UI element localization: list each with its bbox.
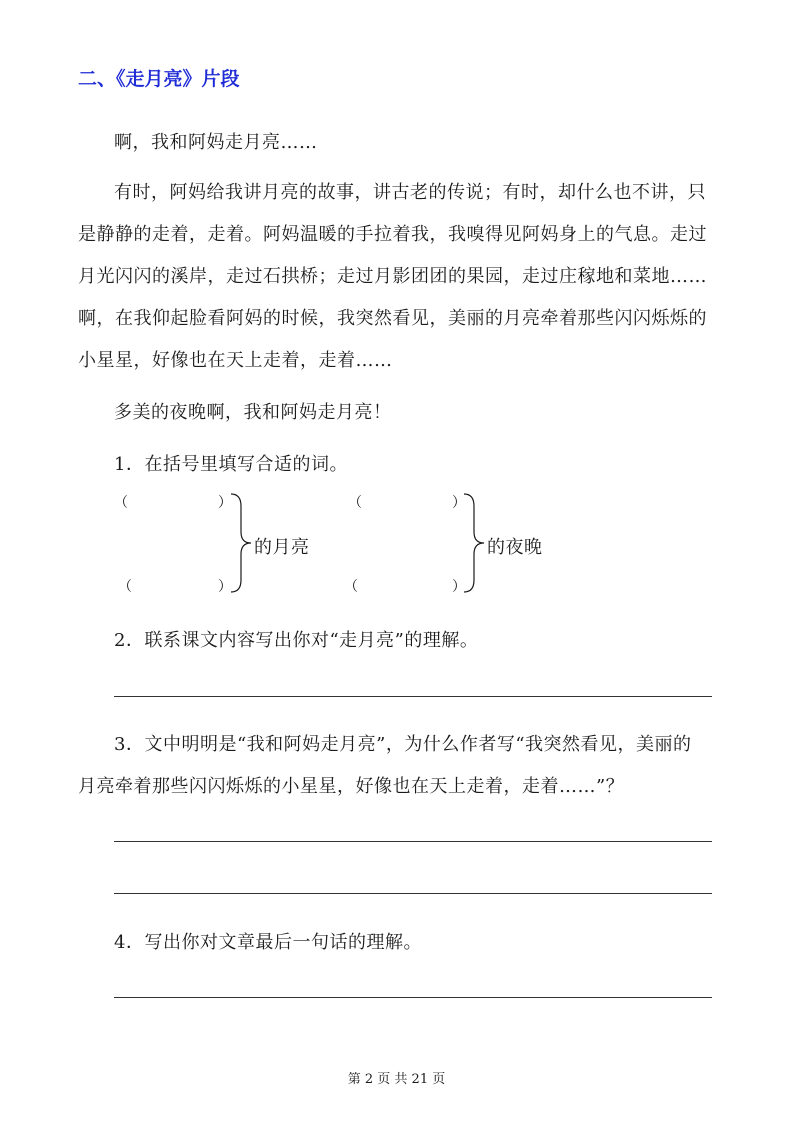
passage-line-5: 啊，在我仰起脸看阿妈的时候，我突然看见，美丽的月亮牵着那些闪闪烁烁的: [78, 308, 707, 329]
passage-line-6: 小星星，好像也在天上走着，走着……: [78, 350, 393, 371]
question-3-line-2: 月亮牵着那些闪闪烁烁的小星星，好像也在天上走着，走着……”？: [78, 776, 625, 797]
blank-b1-close: ）: [452, 495, 466, 511]
passage-line-4: 月光闪闪的溪岸，走过石拱桥；走过月影团团的果园，走过庄稼地和菜地……: [78, 266, 707, 287]
brace-b: [462, 492, 486, 594]
blank-a1-close: ）: [218, 495, 232, 511]
passage-line-1: 啊，我和阿妈走月亮……: [114, 132, 318, 153]
question-4: 4．写出你对文章最后一句话的理解。: [114, 932, 422, 953]
answer-line-q2[interactable]: [114, 696, 712, 697]
answer-line-q4[interactable]: [114, 997, 712, 998]
blank-a2-open: （: [118, 579, 132, 595]
brace-a: [229, 492, 253, 594]
answer-line-q3-b[interactable]: [114, 893, 712, 894]
passage-line-2: 有时，阿妈给我讲月亮的故事，讲古老的传说；有时，却什么也不讲，只: [114, 182, 706, 203]
label-moon: 的月亮: [254, 537, 310, 558]
label-night: 的夜晚: [487, 537, 543, 558]
question-3-line-1: 3．文中明明是“我和阿妈走月亮”，为什么作者写“我突然看见，美丽的: [114, 734, 692, 755]
answer-line-q3-a[interactable]: [114, 841, 712, 842]
blank-a1-open: （: [114, 495, 128, 511]
blank-a2-close: ）: [218, 579, 232, 595]
passage-line-7: 多美的夜晚啊，我和阿妈走月亮！: [114, 402, 392, 423]
page-footer: 第 2 页 共 21 页: [347, 1072, 446, 1087]
question-1: 1．在括号里填写合适的词。: [114, 454, 348, 475]
question-2: 2．联系课文内容写出你对“走月亮”的理解。: [114, 630, 479, 651]
blank-b2-close: ）: [452, 579, 466, 595]
blank-b1-open: （: [348, 495, 362, 511]
section-title: 二、《走月亮》片段: [78, 68, 240, 90]
passage-line-3: 是静静的走着，走着。阿妈温暖的手拉着我，我嗅得见阿妈身上的气息。走过: [78, 224, 707, 245]
blank-b2-open: （: [344, 579, 358, 595]
